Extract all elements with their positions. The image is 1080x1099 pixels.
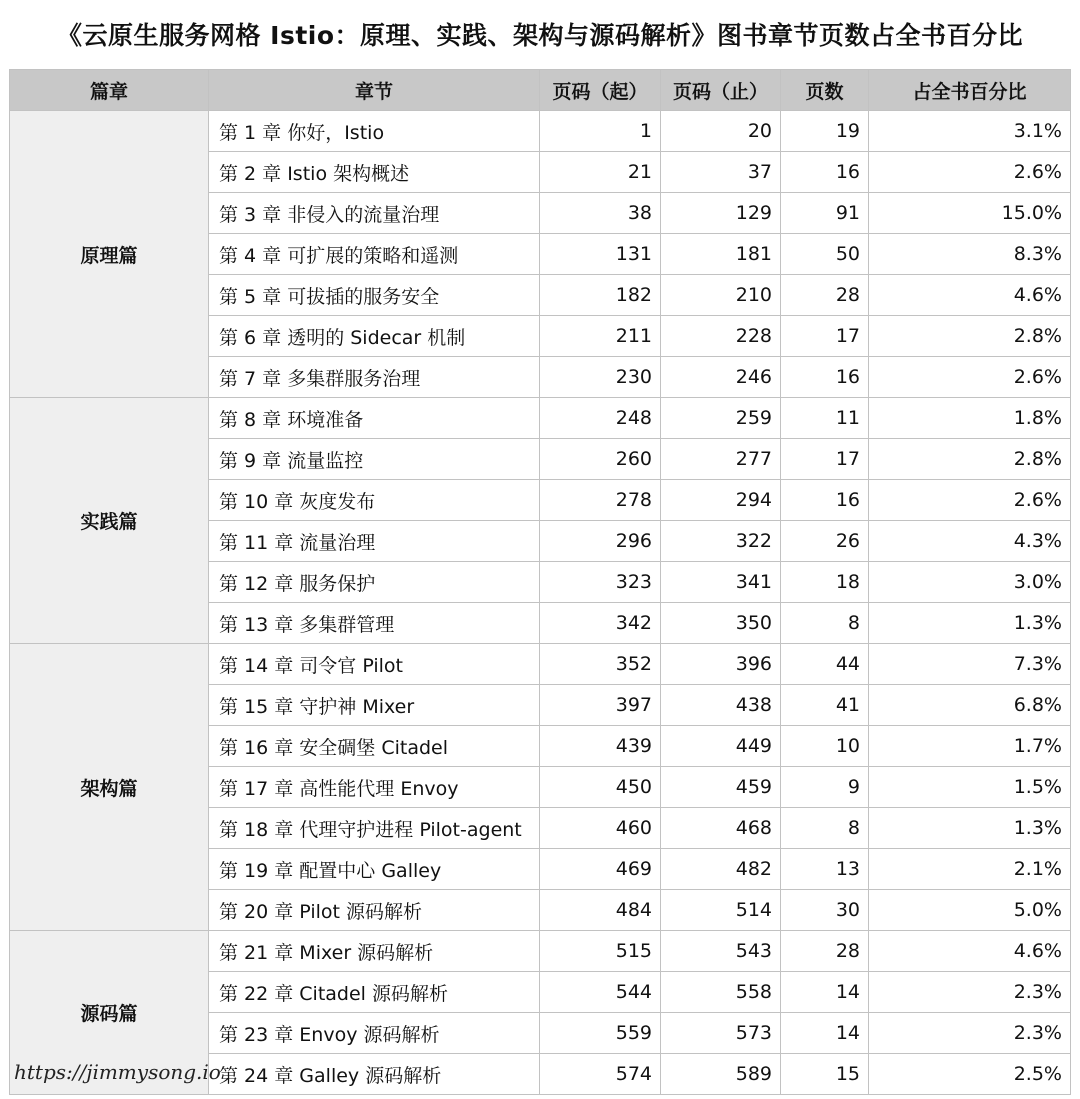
end-page-cell: 210: [661, 275, 781, 316]
end-page-cell: 277: [661, 439, 781, 480]
percent-cell: 2.1%: [869, 849, 1071, 890]
percent-cell: 3.1%: [869, 111, 1071, 152]
chapter-cell: 第 11 章 流量治理: [209, 521, 540, 562]
percent-cell: 7.3%: [869, 644, 1071, 685]
start-page-cell: 574: [540, 1054, 661, 1095]
end-page-cell: 246: [661, 357, 781, 398]
chapter-cell: 第 9 章 流量监控: [209, 439, 540, 480]
chapter-cell: 第 24 章 Galley 源码解析: [209, 1054, 540, 1095]
page-count-cell: 91: [781, 193, 869, 234]
page-count-cell: 11: [781, 398, 869, 439]
chapter-cell: 第 8 章 环境准备: [209, 398, 540, 439]
start-page-cell: 352: [540, 644, 661, 685]
percent-cell: 4.3%: [869, 521, 1071, 562]
start-page-cell: 439: [540, 726, 661, 767]
percent-cell: 4.6%: [869, 275, 1071, 316]
end-page-cell: 294: [661, 480, 781, 521]
percent-cell: 8.3%: [869, 234, 1071, 275]
chapter-cell: 第 21 章 Mixer 源码解析: [209, 931, 540, 972]
column-header-start-page: 页码（起）: [540, 70, 661, 111]
table-row: [10, 644, 1071, 685]
start-page-cell: 260: [540, 439, 661, 480]
page-count-cell: 28: [781, 931, 869, 972]
end-page-cell: 181: [661, 234, 781, 275]
percent-cell: 2.8%: [869, 316, 1071, 357]
start-page-cell: 469: [540, 849, 661, 890]
part-label: 源码篇: [10, 931, 209, 1095]
column-header-page-count: 页数: [781, 70, 869, 111]
end-page-cell: 573: [661, 1013, 781, 1054]
part-label: 架构篇: [10, 644, 209, 931]
page-count-cell: 14: [781, 972, 869, 1013]
end-page-cell: 341: [661, 562, 781, 603]
page-count-cell: 10: [781, 726, 869, 767]
chapter-cell: 第 22 章 Citadel 源码解析: [209, 972, 540, 1013]
chapter-cell: 第 17 章 高性能代理 Envoy: [209, 767, 540, 808]
end-page-cell: 37: [661, 152, 781, 193]
percent-cell: 1.8%: [869, 398, 1071, 439]
percent-cell: 6.8%: [869, 685, 1071, 726]
chapter-cell: 第 6 章 透明的 Sidecar 机制: [209, 316, 540, 357]
start-page-cell: 397: [540, 685, 661, 726]
end-page-cell: 396: [661, 644, 781, 685]
page-count-cell: 16: [781, 152, 869, 193]
end-page-cell: 514: [661, 890, 781, 931]
chapter-cell: 第 18 章 代理守护进程 Pilot-agent: [209, 808, 540, 849]
end-page-cell: 438: [661, 685, 781, 726]
percent-cell: 2.6%: [869, 357, 1071, 398]
start-page-cell: 450: [540, 767, 661, 808]
chapter-cell: 第 7 章 多集群服务治理: [209, 357, 540, 398]
start-page-cell: 296: [540, 521, 661, 562]
page-count-cell: 8: [781, 603, 869, 644]
table-header-row: [10, 70, 1071, 111]
page-count-cell: 16: [781, 357, 869, 398]
column-header-end-page: 页码（止）: [661, 70, 781, 111]
start-page-cell: 182: [540, 275, 661, 316]
start-page-cell: 559: [540, 1013, 661, 1054]
part-label: 实践篇: [10, 398, 209, 644]
start-page-cell: 278: [540, 480, 661, 521]
page-count-cell: 16: [781, 480, 869, 521]
end-page-cell: 589: [661, 1054, 781, 1095]
start-page-cell: 131: [540, 234, 661, 275]
percent-cell: 2.8%: [869, 439, 1071, 480]
end-page-cell: 228: [661, 316, 781, 357]
chapter-table: [9, 69, 1071, 1095]
start-page-cell: 211: [540, 316, 661, 357]
page-count-cell: 18: [781, 562, 869, 603]
chapter-cell: 第 5 章 可拔插的服务安全: [209, 275, 540, 316]
percent-cell: 2.6%: [869, 152, 1071, 193]
page-count-cell: 13: [781, 849, 869, 890]
table-body: [10, 111, 1071, 1095]
percent-cell: 1.3%: [869, 808, 1071, 849]
chapter-cell: 第 10 章 灰度发布: [209, 480, 540, 521]
chapter-cell: 第 15 章 守护神 Mixer: [209, 685, 540, 726]
part-label: 原理篇: [10, 111, 209, 398]
chapter-cell: 第 19 章 配置中心 Galley: [209, 849, 540, 890]
page-count-cell: 8: [781, 808, 869, 849]
end-page-cell: 449: [661, 726, 781, 767]
end-page-cell: 468: [661, 808, 781, 849]
start-page-cell: 230: [540, 357, 661, 398]
column-header-part: 篇章: [10, 70, 209, 111]
chapter-cell: 第 1 章 你好，Istio: [209, 111, 540, 152]
end-page-cell: 482: [661, 849, 781, 890]
end-page-cell: 558: [661, 972, 781, 1013]
page-count-cell: 15: [781, 1054, 869, 1095]
page-count-cell: 50: [781, 234, 869, 275]
page-count-cell: 17: [781, 316, 869, 357]
end-page-cell: 350: [661, 603, 781, 644]
percent-cell: 15.0%: [869, 193, 1071, 234]
page-count-cell: 28: [781, 275, 869, 316]
page-count-cell: 19: [781, 111, 869, 152]
end-page-cell: 459: [661, 767, 781, 808]
percent-cell: 1.5%: [869, 767, 1071, 808]
percent-cell: 5.0%: [869, 890, 1071, 931]
page-count-cell: 44: [781, 644, 869, 685]
percent-cell: 2.3%: [869, 972, 1071, 1013]
chapter-cell: 第 2 章 Istio 架构概述: [209, 152, 540, 193]
page-count-cell: 41: [781, 685, 869, 726]
page-count-cell: 26: [781, 521, 869, 562]
watermark: https://jimmysong.io: [14, 1060, 221, 1084]
percent-cell: 3.0%: [869, 562, 1071, 603]
chapter-cell: 第 20 章 Pilot 源码解析: [209, 890, 540, 931]
percent-cell: 2.5%: [869, 1054, 1071, 1095]
page-count-cell: 17: [781, 439, 869, 480]
start-page-cell: 515: [540, 931, 661, 972]
start-page-cell: 1: [540, 111, 661, 152]
end-page-cell: 322: [661, 521, 781, 562]
start-page-cell: 323: [540, 562, 661, 603]
end-page-cell: 129: [661, 193, 781, 234]
page-title: 《云原生服务网格 Istio：原理、实践、架构与源码解析》图书章节页数占全书百分比: [56, 21, 1024, 50]
start-page-cell: 342: [540, 603, 661, 644]
end-page-cell: 259: [661, 398, 781, 439]
chapter-cell: 第 16 章 安全碉堡 Citadel: [209, 726, 540, 767]
table-row: [10, 398, 1071, 439]
start-page-cell: 21: [540, 152, 661, 193]
start-page-cell: 484: [540, 890, 661, 931]
chapter-cell: 第 14 章 司令官 Pilot: [209, 644, 540, 685]
end-page-cell: 543: [661, 931, 781, 972]
table-row: [10, 931, 1071, 972]
start-page-cell: 38: [540, 193, 661, 234]
column-header-chapter: 章节: [209, 70, 540, 111]
page-count-cell: 9: [781, 767, 869, 808]
start-page-cell: 544: [540, 972, 661, 1013]
start-page-cell: 460: [540, 808, 661, 849]
percent-cell: 1.7%: [869, 726, 1071, 767]
column-header-percent: 占全书百分比: [869, 70, 1071, 111]
chapter-cell: 第 23 章 Envoy 源码解析: [209, 1013, 540, 1054]
chapter-cell: 第 3 章 非侵入的流量治理: [209, 193, 540, 234]
chapter-cell: 第 4 章 可扩展的策略和遥测: [209, 234, 540, 275]
start-page-cell: 248: [540, 398, 661, 439]
chapter-cell: 第 13 章 多集群管理: [209, 603, 540, 644]
chapter-cell: 第 12 章 服务保护: [209, 562, 540, 603]
percent-cell: 4.6%: [869, 931, 1071, 972]
percent-cell: 2.3%: [869, 1013, 1071, 1054]
page-count-cell: 14: [781, 1013, 869, 1054]
page-count-cell: 30: [781, 890, 869, 931]
percent-cell: 2.6%: [869, 480, 1071, 521]
end-page-cell: 20: [661, 111, 781, 152]
percent-cell: 1.3%: [869, 603, 1071, 644]
table-row: [10, 111, 1071, 152]
